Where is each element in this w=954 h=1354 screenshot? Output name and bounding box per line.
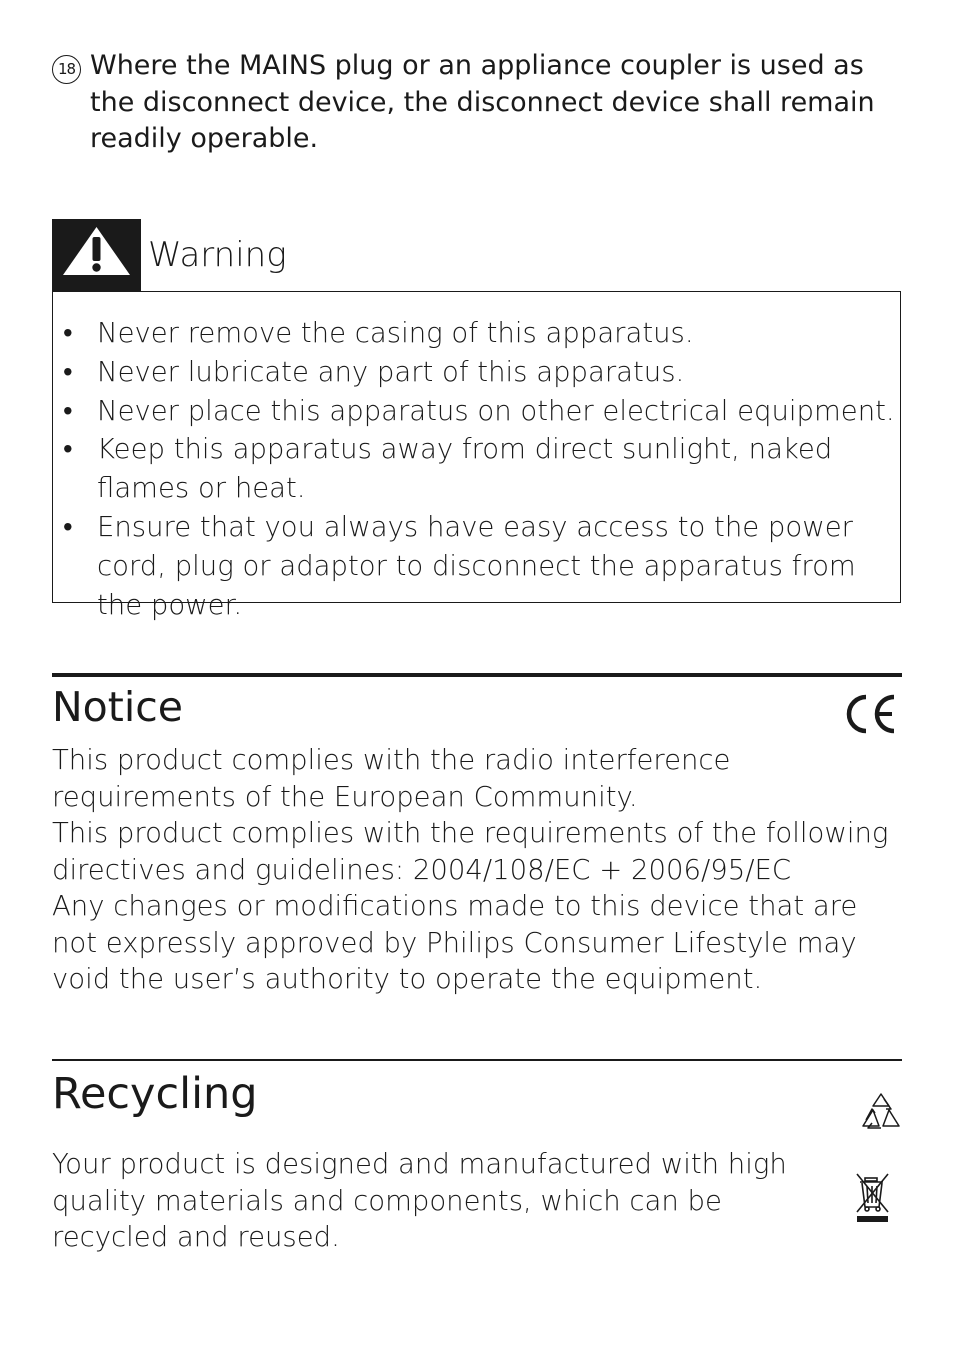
notice-paragraph: This product complies with the radio interference requirements of the European Community. — [52, 744, 731, 813]
recycle-icon — [860, 1092, 902, 1132]
warning-item-text: Never place this apparatus on other electrical equipment. — [97, 394, 895, 427]
crossed-bin-icon — [853, 1172, 893, 1224]
safety-item-text: Where the MAINS plug or an appliance coupler is used as the disconnect device, the disconnect device shall remain readily operable. — [90, 50, 875, 154]
bullet-icon: • — [63, 394, 73, 427]
bullet-icon: • — [63, 355, 73, 388]
warning-box — [52, 291, 901, 621]
warning-item — [53, 508, 900, 624]
bullet-icon: • — [63, 317, 73, 349]
recycling-divider — [52, 1059, 902, 1061]
ce-mark-icon — [841, 693, 899, 735]
notice-paragraph: This product complies with the requirements of the following directives and guidelines: 2004/108/EC + 2006/95/EC — [52, 817, 889, 886]
warning-item — [53, 392, 900, 431]
warning-item-text: Never lubricate any part of this apparatus. — [97, 355, 685, 388]
notice-body — [52, 742, 892, 998]
bullet-icon: • — [63, 433, 73, 466]
notice-divider — [52, 673, 902, 677]
warning-item — [53, 430, 900, 508]
warning-title: Warning — [148, 235, 287, 275]
warning-item — [53, 353, 900, 392]
warning-item — [53, 314, 900, 353]
warning-item-text: Never remove the casing of this apparatus. — [97, 317, 694, 349]
warning-triangle-icon — [52, 219, 141, 291]
warning-item-text: Ensure that you always have easy access to the power cord, plug or adaptor to disconnect the apparatus from the power. — [97, 510, 856, 621]
safety-item-18 — [52, 48, 902, 158]
recycling-title: Recycling — [52, 1069, 258, 1119]
notice-paragraph: Any changes or modifications made to this device that are not expressly approved by Philips Consumer Lifestyle may void the user’s authority to operate the equipment. — [52, 890, 858, 995]
notice-title: Notice — [52, 683, 183, 731]
warning-item-text: Keep this apparatus away from direct sunlight, naked flames or heat. — [97, 433, 833, 505]
warning-list — [53, 292, 900, 624]
recycling-text: Your product is designed and manufactured with high quality materials and components, which can be recycled and reused. — [52, 1148, 787, 1253]
bullet-icon: • — [63, 510, 73, 543]
item-number-badge: 18 — [52, 55, 81, 84]
